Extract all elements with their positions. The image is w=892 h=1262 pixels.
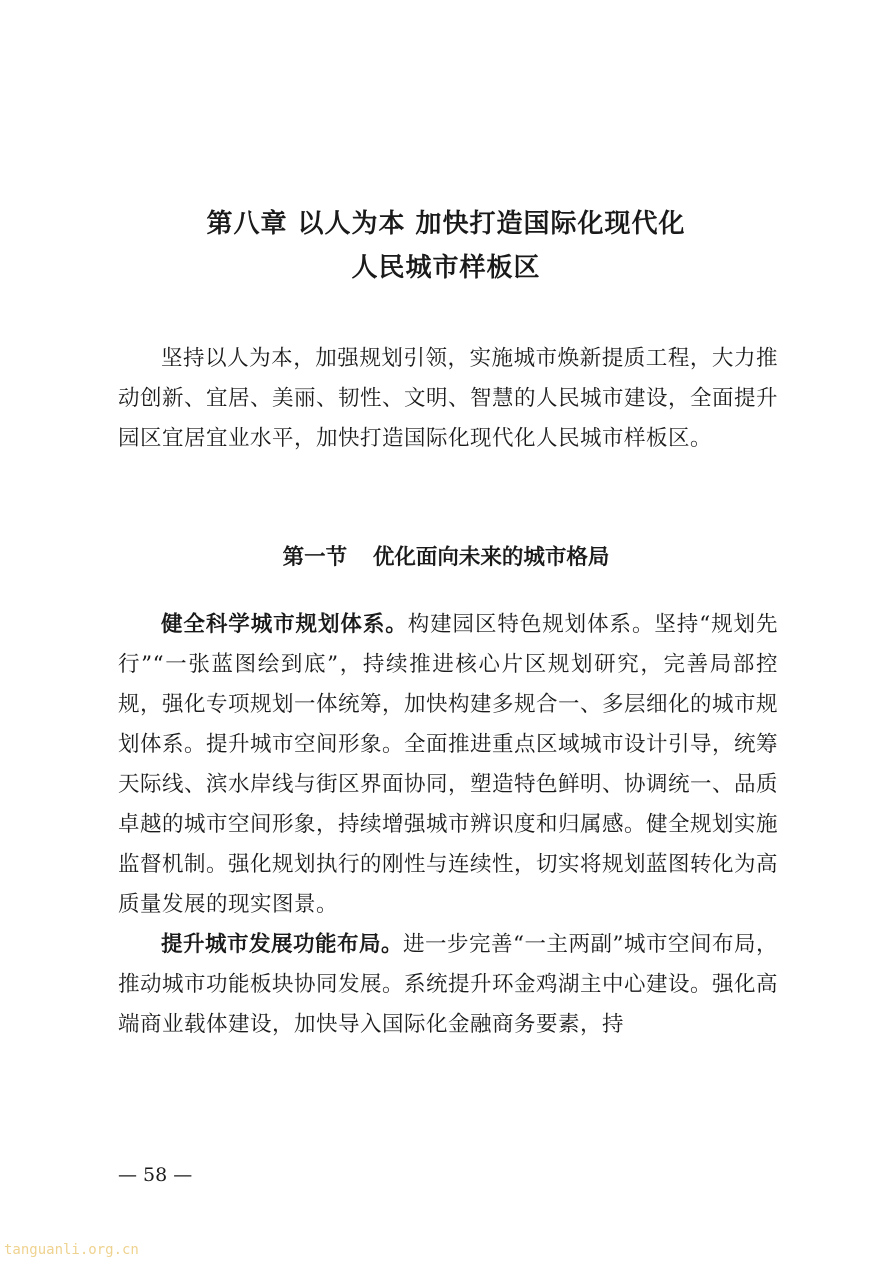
intro-paragraph: 坚持以人为本，加强规划引领，实施城市焕新提质工程，大力推动创新、宜居、美丽、韧性、文明、智慧的人民城市建设，全面提升园区宜居宜业水平，加快打造国际化现代化人民城市样板区。 [118,346,779,451]
watermark: tanguanli.org.cn [4,1242,139,1258]
section-heading [0,538,892,578]
body-block [118,605,778,1045]
page-number: — 58 — [118,1164,193,1186]
body-paragraph [118,605,778,925]
chapter-title-line-2: 人民城市样板区 [351,253,541,283]
paragraph-lead: 提升城市发展功能布局。 [161,932,404,957]
paragraph-text: 构建园区特色规划体系。坚持“规划先行”“一张蓝图绘到底”，持续推进核心片区规划研究，完善局部控规，强化专项规划一体统筹，加快构建多规合一、多层细化的城市规划体系。提升城市空间形象。全面推进重点区域城市设计引导，统筹天际线、滨水岸线与街区界面协同，塑造特色鲜明、协调统一、品质卓越的城市空间形象，持续增强城市辨识度和归属感。健全规划实施监督机制。强化规划执行的刚性与连续性，切实将规划蓝图转化为高质量发展的现实图景。 [118,612,779,917]
section-title: 优化面向未来的城市格局 [372,545,610,570]
chapter-title-line-1: 第八章 以人为本 加快打造国际化现代化 [206,209,686,239]
intro-block [118,339,778,459]
body-paragraph [118,925,778,1045]
section-number: 第一节 [282,545,348,570]
paragraph-lead: 健全科学城市规划体系。 [161,612,408,637]
chapter-title [0,202,892,290]
paragraph-text: 进一步完善“一主两副”城市空间布局，推动城市功能板块协同发展。系统提升环金鸡湖主中心建设。强化高端商业载体建设，加快导入国际化金融商务要素，持 [118,932,779,1037]
